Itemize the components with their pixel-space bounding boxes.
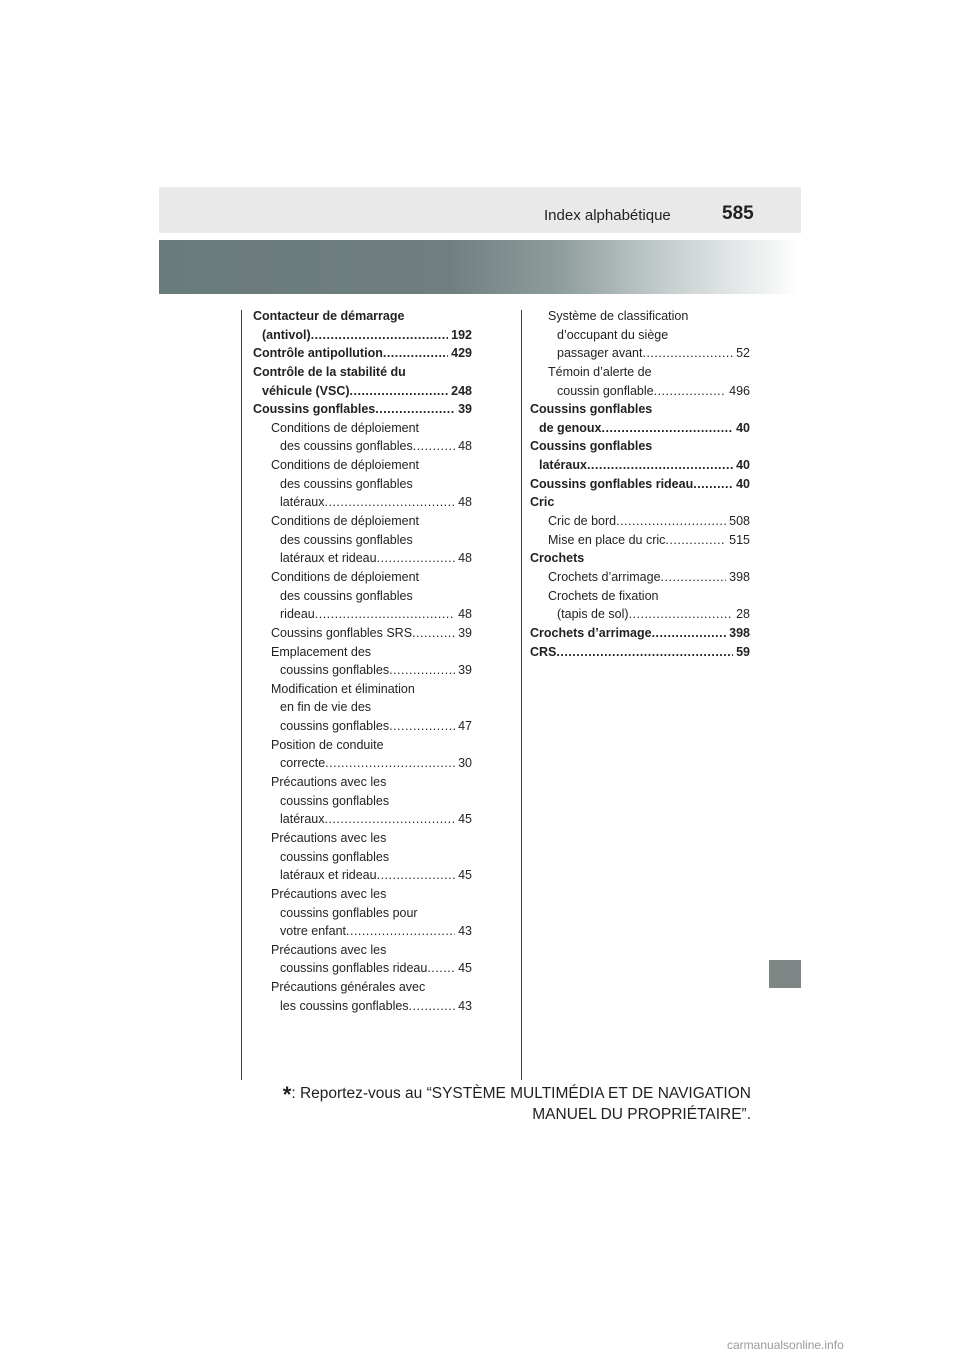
index-entry-page: 48 <box>458 439 472 454</box>
index-entry-page: 40 <box>736 420 750 435</box>
index-entry <box>253 568 472 587</box>
index-entry <box>530 307 750 326</box>
index-entry <box>253 848 472 867</box>
index-entry-text: latéraux <box>280 812 325 827</box>
index-entry <box>253 773 472 792</box>
index-entry-page: 59 <box>736 644 750 659</box>
index-entry <box>530 512 750 531</box>
dot-leader <box>556 643 733 662</box>
index-entry-page: 45 <box>458 868 472 883</box>
index-entry-text: coussins gonflables <box>280 663 390 678</box>
dot-leader <box>377 549 456 568</box>
index-entry <box>530 587 750 606</box>
index-entry-page: 52 <box>736 346 750 361</box>
dot-leader <box>602 419 734 438</box>
index-entry-text: coussins gonflables <box>280 719 390 734</box>
index-entry <box>253 792 472 811</box>
index-entry <box>253 810 472 829</box>
header-band <box>159 187 801 233</box>
index-entry <box>253 307 472 326</box>
index-entry <box>253 363 472 382</box>
index-entry-page: 398 <box>729 625 750 640</box>
index-entry-text: Conditions de déploiement <box>271 514 420 529</box>
index-entry-text: Mise en place du cric <box>548 532 666 547</box>
index-entry-page: 429 <box>451 346 472 361</box>
index-entry-page: 30 <box>458 756 472 771</box>
dot-leader <box>661 568 727 587</box>
index-entry-text: votre enfant <box>280 924 347 939</box>
page-number: 585 <box>722 203 754 224</box>
index-entry-text: des coussins gonflables <box>280 588 413 603</box>
index-entry-text: Cric <box>530 495 555 510</box>
index-entry <box>253 959 472 978</box>
dot-leader <box>642 344 733 363</box>
dot-leader <box>652 624 727 643</box>
index-entry-page: 39 <box>458 402 472 417</box>
dot-leader <box>315 605 455 624</box>
index-entry-text: en fin de vie des <box>280 700 372 715</box>
index-column-right <box>530 307 750 661</box>
index-entry <box>530 363 750 382</box>
page-title: Index alphabétique <box>544 207 671 224</box>
left-column-rule <box>241 310 242 1080</box>
index-entry <box>253 512 472 531</box>
index-entry <box>530 531 750 550</box>
index-entry <box>253 736 472 755</box>
index-entry-page: 192 <box>451 327 472 342</box>
index-entry <box>253 754 472 773</box>
index-entry <box>253 829 472 848</box>
index-entry-text: des coussins gonflables <box>280 439 413 454</box>
dot-leader <box>654 382 727 401</box>
index-entry-page: 248 <box>451 383 472 398</box>
index-entry <box>530 493 750 512</box>
dot-leader <box>346 922 455 941</box>
index-entry-page: 43 <box>458 998 472 1013</box>
index-entry-text: d’occupant du siège <box>557 327 669 342</box>
index-entry <box>530 643 750 662</box>
footnote-star: * <box>282 1082 292 1107</box>
index-entry-page: 48 <box>458 495 472 510</box>
header-gradient-bar <box>159 240 801 294</box>
index-entry-page: 28 <box>736 607 750 622</box>
index-entry-text: Précautions avec les <box>271 886 387 901</box>
index-entry-text: latéraux <box>539 458 587 473</box>
index-entry-text: Contrôle antipollution <box>253 346 383 361</box>
index-entry-text: véhicule (VSC) <box>262 383 350 398</box>
index-entry <box>530 605 750 624</box>
index-entry-text: des coussins gonflables <box>280 476 413 491</box>
index-entry <box>253 531 472 550</box>
index-entry-page: 398 <box>729 569 750 584</box>
dot-leader <box>427 959 455 978</box>
index-entry-text: Coussins gonflables <box>530 402 653 417</box>
index-entry <box>253 475 472 494</box>
index-entry-text: Emplacement des <box>271 644 372 659</box>
index-entry <box>530 475 750 494</box>
index-entry-text: coussins gonflables <box>280 793 390 808</box>
dot-leader <box>412 624 455 643</box>
dot-leader <box>324 810 455 829</box>
index-entry-text: Position de conduite <box>271 737 384 752</box>
index-entry-text: latéraux et rideau <box>280 868 377 883</box>
index-entry-text: Système de classification <box>548 309 689 323</box>
index-entry-text: Crochets d’arrimage <box>530 625 652 640</box>
index-entry-text: Précautions générales avec <box>271 980 426 995</box>
index-entry-page: 508 <box>729 514 750 529</box>
index-entry-text: Crochets d’arrimage <box>548 569 661 584</box>
index-entry-text: passager avant <box>557 346 643 361</box>
index-entry-text: les coussins gonflables <box>280 998 409 1013</box>
footnote-text-1: : Reportez-vous au “SYSTÈME MULTIMÉDIA ET DE NAVIGATION <box>291 1085 751 1102</box>
index-entry <box>253 456 472 475</box>
dot-leader <box>616 512 726 531</box>
dot-leader <box>375 400 455 419</box>
dot-leader <box>389 661 455 680</box>
index-entry-text: Crochets de fixation <box>548 588 659 603</box>
dot-leader <box>377 866 456 885</box>
index-entry-page: 47 <box>458 719 472 734</box>
index-entry <box>530 344 750 363</box>
index-entry-page: 48 <box>458 551 472 566</box>
index-entry-text: CRS <box>530 644 557 659</box>
index-entry-page: 40 <box>736 476 750 491</box>
index-entry <box>530 437 750 456</box>
dot-leader <box>587 456 733 475</box>
section-tab-marker <box>769 960 801 988</box>
index-entry-page: 40 <box>736 458 750 473</box>
index-entry-text: Témoin d’alerte de <box>548 364 652 379</box>
index-entry-page: 496 <box>729 383 750 398</box>
index-entry <box>253 661 472 680</box>
index-entry-text: coussins gonflables pour <box>280 905 418 920</box>
index-entry-text: (antivol) <box>262 327 311 342</box>
index-entry <box>253 941 472 960</box>
dot-leader <box>665 531 726 550</box>
dot-leader <box>311 326 449 345</box>
index-entry-text: Contrôle de la stabilité du <box>253 364 406 379</box>
index-entry-text: coussins gonflables <box>280 849 390 864</box>
middle-column-rule <box>521 310 522 1080</box>
index-entry-text: Coussins gonflables rideau <box>530 476 694 491</box>
index-entry <box>253 922 472 941</box>
index-entry <box>253 680 472 699</box>
dot-leader <box>413 437 455 456</box>
watermark: carmanualsonline.info <box>727 1338 844 1352</box>
index-column-left <box>253 307 472 1015</box>
index-entry-page: 45 <box>458 812 472 827</box>
index-entry-text: Crochets <box>530 551 585 566</box>
index-entry <box>253 344 472 363</box>
index-entry-text: rideau <box>280 607 315 622</box>
index-entry <box>253 904 472 923</box>
index-entry-text: Coussins gonflables <box>530 439 653 454</box>
index-entry <box>253 437 472 456</box>
index-entry-page: 39 <box>458 663 472 678</box>
index-entry-text: latéraux <box>280 495 325 510</box>
index-entry-text: Précautions avec les <box>271 942 387 957</box>
index-entry-page: 45 <box>458 961 472 976</box>
dot-leader <box>383 344 448 363</box>
dot-leader <box>324 493 455 512</box>
index-entry-text: correcte <box>280 756 326 771</box>
index-entry-text: coussins gonflables rideau <box>280 961 428 976</box>
index-entry-page: 515 <box>729 532 750 547</box>
index-entry-text: Cric de bord <box>548 514 617 529</box>
footnote-line-2: MANUEL DU PROPRIÉTAIRE”. <box>532 1106 751 1123</box>
index-entry <box>253 419 472 438</box>
index-entry <box>530 326 750 345</box>
index-entry <box>530 624 750 643</box>
index-entry <box>253 997 472 1016</box>
index-entry <box>253 587 472 606</box>
index-entry-text: (tapis de sol) <box>557 607 629 622</box>
index-entry <box>253 624 472 643</box>
index-entry <box>253 382 472 401</box>
index-entry <box>253 493 472 512</box>
index-entry <box>253 605 472 624</box>
index-entry <box>253 549 472 568</box>
dot-leader <box>409 997 456 1016</box>
index-entry-text: Coussins gonflables SRS <box>271 625 413 640</box>
index-entry-text: Coussins gonflables <box>253 402 376 417</box>
index-entry <box>253 885 472 904</box>
index-entry <box>530 400 750 419</box>
index-entry-text: Modification et élimination <box>271 681 415 696</box>
index-entry-text: Conditions de déploiement <box>271 420 420 435</box>
index-entry <box>530 568 750 587</box>
index-entry <box>530 549 750 568</box>
index-entry <box>253 400 472 419</box>
index-entry-text: Précautions avec les <box>271 775 387 790</box>
index-entry-page: 43 <box>458 924 472 939</box>
index-entry-text: Conditions de déploiement <box>271 569 420 584</box>
index-entry-page: 48 <box>458 607 472 622</box>
index-entry-text: Précautions avec les <box>271 830 387 845</box>
dot-leader <box>325 754 455 773</box>
index-entry-text: Contacteur de démarrage <box>253 309 405 323</box>
index-entry-text: coussin gonflable <box>557 383 654 398</box>
index-entry-text: latéraux et rideau <box>280 551 377 566</box>
dot-leader <box>629 605 734 624</box>
dot-leader <box>389 717 455 736</box>
index-entry <box>253 978 472 997</box>
index-entry <box>530 456 750 475</box>
dot-leader <box>693 475 733 494</box>
index-entry-text: de genoux <box>539 420 602 435</box>
index-entry-text: des coussins gonflables <box>280 532 413 547</box>
footnote-line-1 <box>280 1084 751 1105</box>
index-entry <box>253 717 472 736</box>
index-entry <box>253 866 472 885</box>
index-entry <box>253 643 472 662</box>
dot-leader <box>350 382 449 401</box>
index-entry-text: Conditions de déploiement <box>271 458 420 473</box>
index-entry <box>530 419 750 438</box>
index-entry <box>530 382 750 401</box>
footnote <box>280 1084 751 1125</box>
index-entry <box>253 698 472 717</box>
index-entry-page: 39 <box>458 625 472 640</box>
index-entry <box>253 326 472 345</box>
